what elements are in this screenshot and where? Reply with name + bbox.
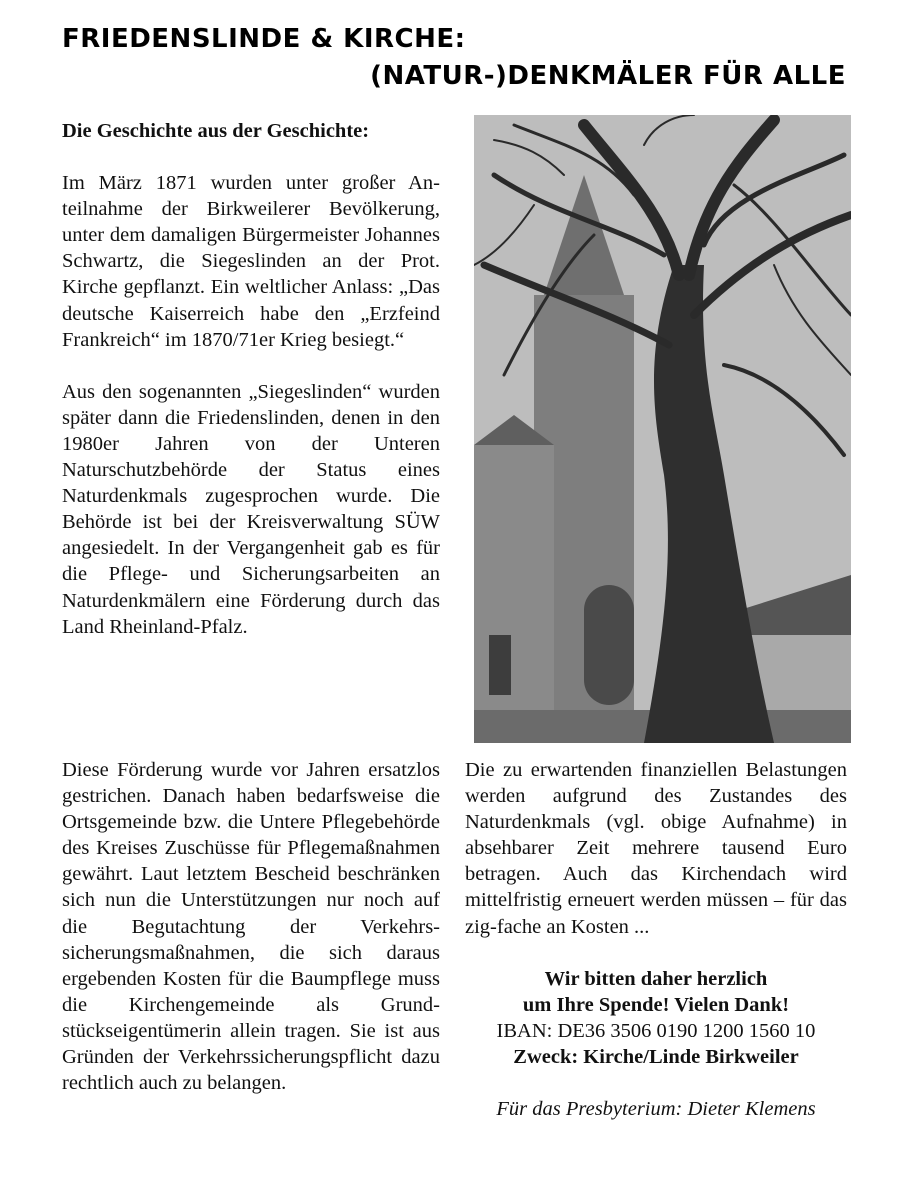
subheading: Die Geschichte aus der Geschichte: [62, 120, 370, 142]
paragraph-4: Die zu erwartenden finanziellen Belastungen werden aufgrund des Zustandes des Naturdenkmals (vgl. obige Aufnahme) in absehbarer Zeit mehrere tausend Euro betragen. Auch das Kirchendach wird mittelfristig erneuert werden müssen – für das zig-fache an Kosten ... [465, 759, 847, 938]
title-line-2: (NATUR-)DENKMÄLER FÜR ALLE [370, 61, 846, 91]
appeal-line-1: Wir bitten daher herzlich [544, 967, 768, 990]
title-line-1: FRIEDENSLINDE & KIRCHE: [62, 24, 466, 54]
donation-purpose: Zweck: Kirche/Linde Birkweiler [513, 1045, 799, 1068]
paragraph-2: Aus den sogenannten „Siegeslinden“ wurden später dann die Friedenslinden, denen in den 1980er Jahren von der Unteren Naturschutzbehörde der Status eines Naturdenkmals zugesprochen wurde. Die Behörde ist bei der Kreisverwaltung SÜW angesiedelt. In der Vergangenheit gab es für die Pflege- und Sicherungsarbeiten an Naturdenkmälern eine Förderung durch das Land Rheinland-Pfalz. [62, 380, 440, 638]
article-right-column [465, 757, 847, 1122]
paragraph-3: Diese Förderung wurde vor Jahren ersatzlos gestrichen. Danach haben bedarfsweise die Ortsgemeinde bzw. die Untere Pflegebehörde des Kreises Zuschüsse für Pflegemaßnahmen gewährt. Laut letztem Bescheid beschränken sich nun die Unterstützungen nur noch auf die Begutachtung der Verkehrssicherungsmaßnahmen, die sich daraus ergebenden Kosten für die Baumpflege muss die Kirchengemeinde als Grundstückseigentümerin allein tragen. Sie ist aus Gründen der Verkehrssicherungspflicht dazu rechtlich auch zu belangen. [62, 759, 440, 1095]
church-linden-photo [474, 115, 851, 743]
article-left-column [62, 118, 440, 640]
article-left-column-bottom [62, 757, 440, 1096]
iban: IBAN: DE36 3506 0190 1200 1560 10 [496, 1019, 816, 1042]
photo-illustration [474, 115, 851, 743]
appeal-line-2: um Ihre Spende! Vielen Dank! [522, 993, 790, 1016]
paragraph-1: Im März 1871 wurden unter großer Anteilnahme der Birkweilerer Bevölkerung, unter dem damaligen Bürgermeister Johannes Schwartz, die Siegeslinden an der Prot. Kirche gepflanzt. Ein weltlicher Anlass: „Das deutsche Kaiserreich habe den „Erzfeind Frankreich“ im 1870/71er Krieg besiegt.“ [62, 172, 440, 351]
signature: Für das Presbyterium: Dieter Klemens [496, 1098, 816, 1121]
